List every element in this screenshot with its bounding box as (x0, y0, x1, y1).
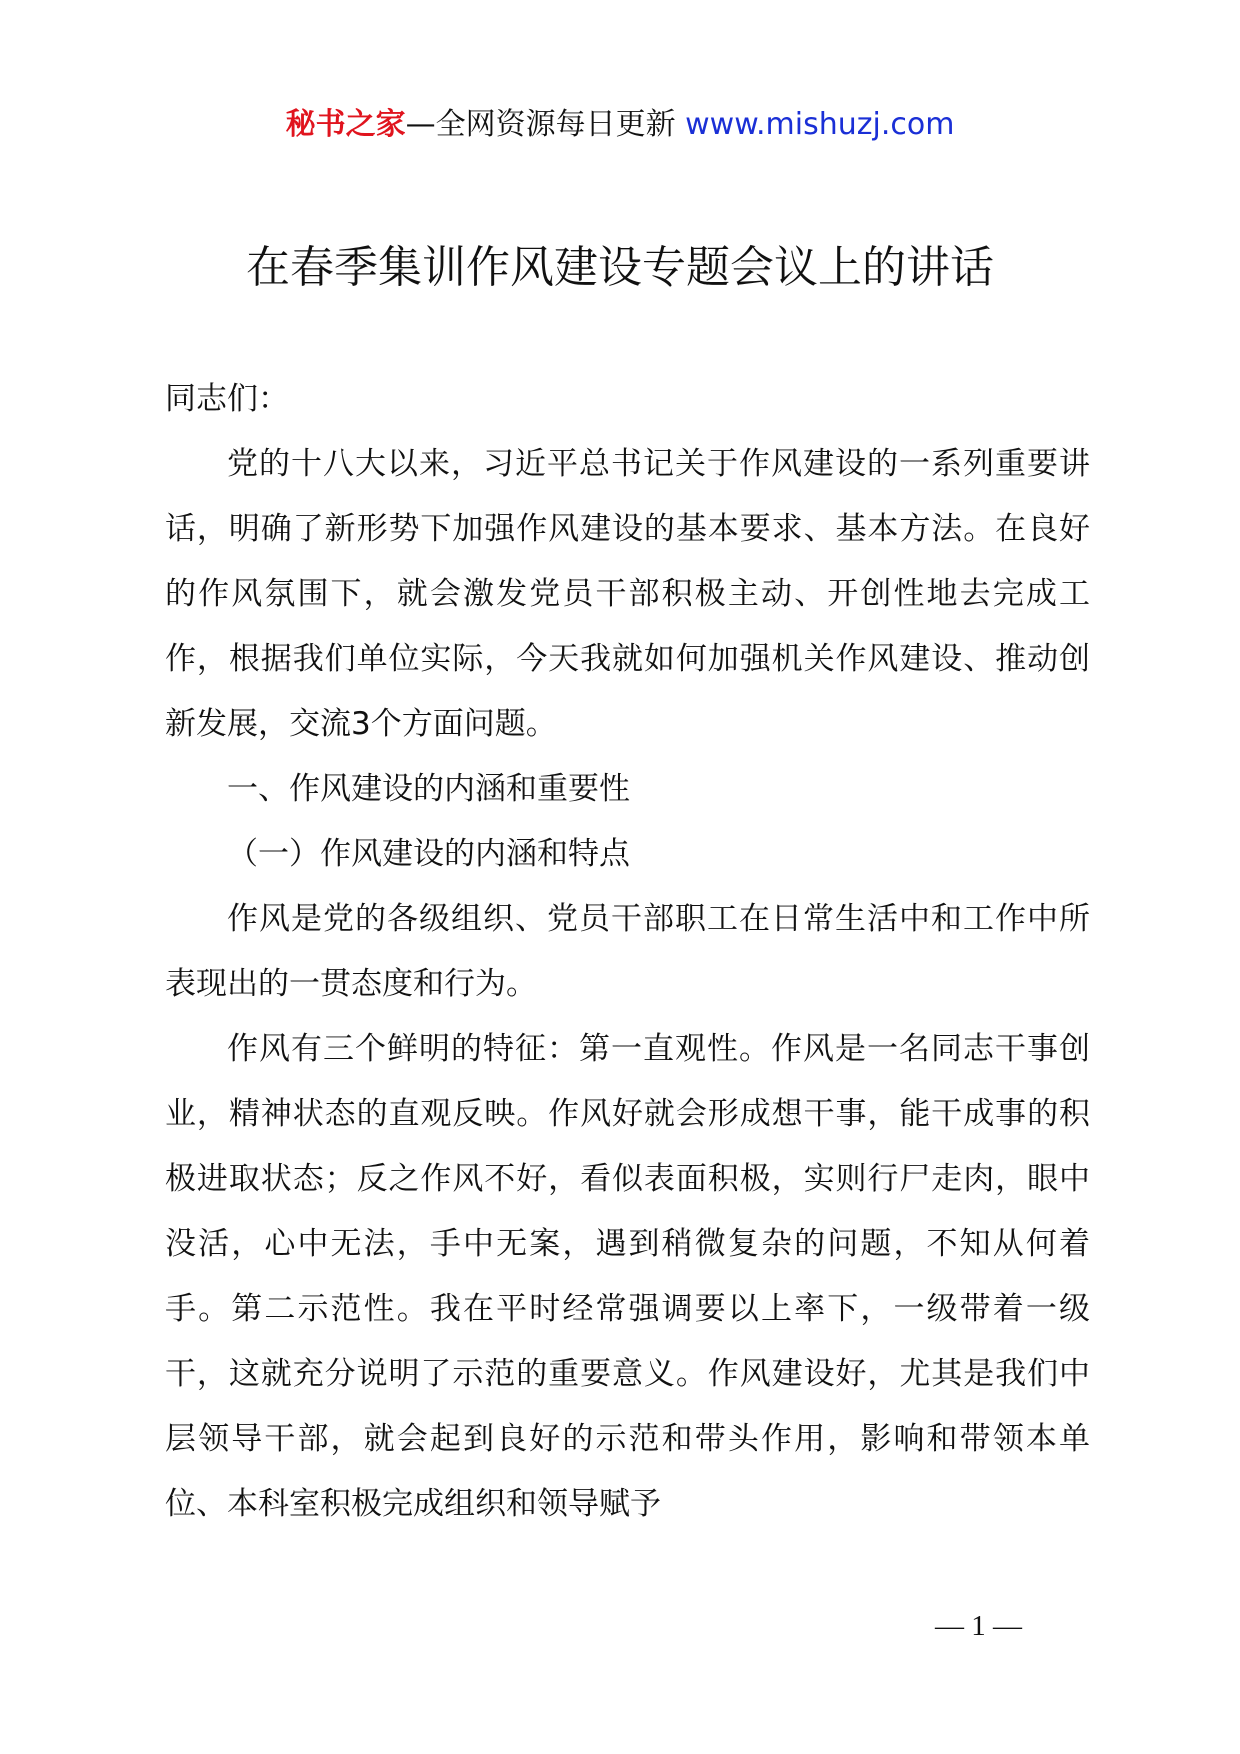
paragraph-features: 作风有三个鲜明的特征：第一直观性。作风是一名同志干事创业，精神状态的直观反映。作风好就会形成想干事，能干成事的积极进取状态；反之作风不好，看似表面积极，实则行尸走肉，眼中没活，心中无法，手中无案，遇到稍微复杂的问题，不知从何着手。第二示范性。我在平时经常强调要以上率下，一级带着一级干，这就充分说明了示范的重要意义。作风建设好，尤其是我们中层领导干部，就会起到良好的示范和带头作用，影响和带领本单位、本科室积极完成组织和领导赋予 (165, 1031, 1090, 1522)
document-title: 在春季集训作风建设专题会议上的讲话 (246, 242, 994, 293)
brand-name: 秘书之家 (285, 107, 406, 142)
site-url-link[interactable]: www.mishuzj.com (685, 107, 955, 142)
paragraph-definition: 作风是党的各级组织、党员干部职工在日常生活中和工作中所表现出的一贯态度和行为。 (165, 901, 1090, 1002)
section-heading: 一、作风建设的内涵和重要性 (227, 771, 630, 807)
header-slogan: —全网资源每日更新 (405, 107, 686, 142)
document-body (165, 367, 1090, 1537)
salutation: 同志们： (165, 381, 289, 417)
site-header (0, 100, 1240, 150)
page-number: — 1 — (935, 1610, 1022, 1642)
paragraph-intro: 党的十八大以来，习近平总书记关于作风建设的一系列重要讲话，明确了新形势下加强作风建设的基本要求、基本方法。在良好的作风氛围下，就会激发党员干部积极主动、开创性地去完成工作，根据我们单位实际，今天我就如何加强机关作风建设、推动创新发展，交流3个方面问题。 (165, 446, 1090, 742)
subsection-heading: （一）作风建设的内涵和特点 (227, 836, 630, 872)
